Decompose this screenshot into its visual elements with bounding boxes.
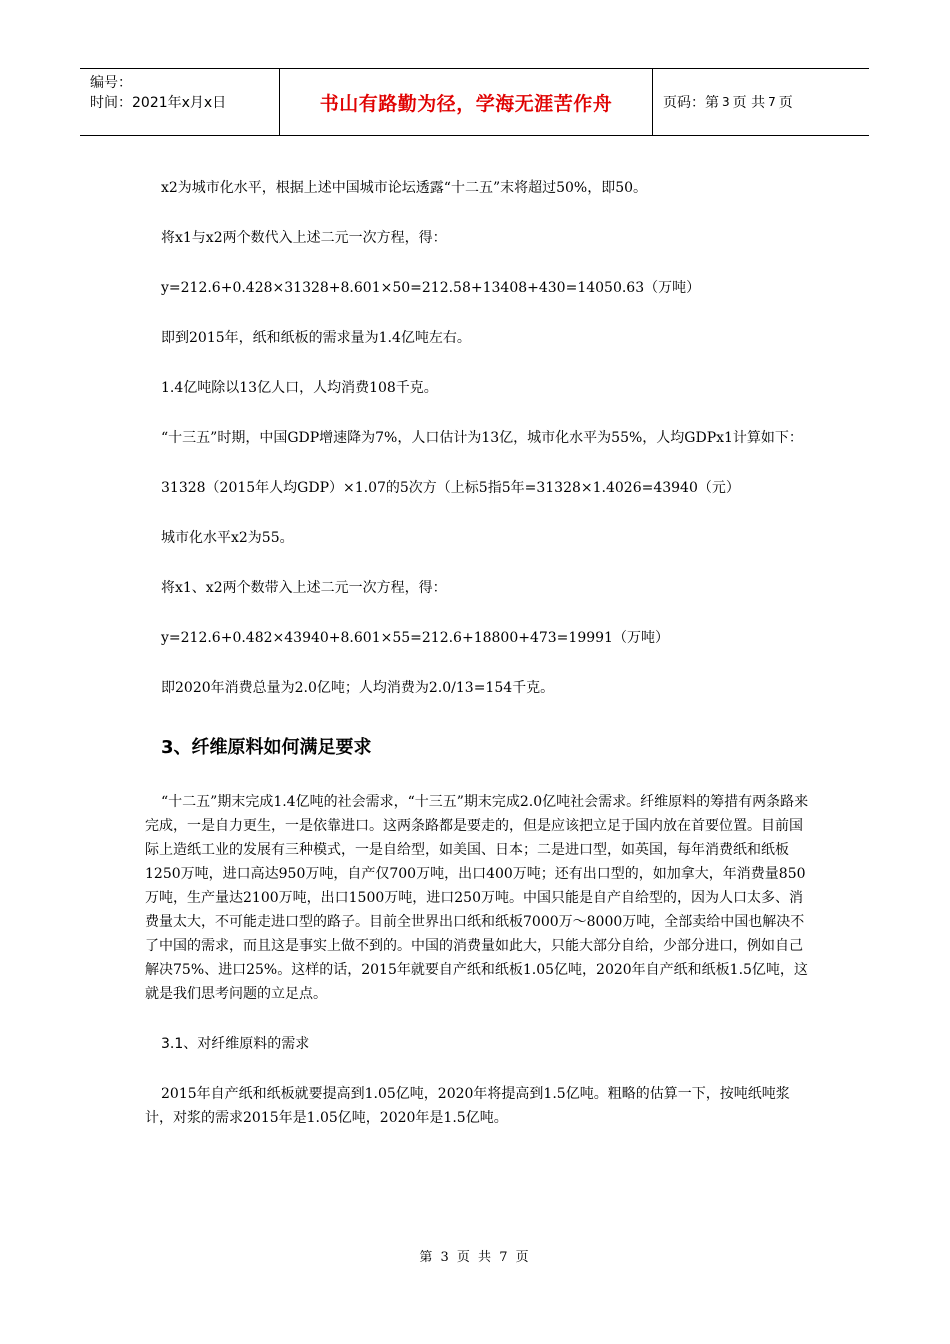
- paragraph: “十三五”时期，中国GDP增速降为7%，人口估计为13亿，城市化水平为55%，人均GDPx1计算如下：: [161, 430, 803, 446]
- paragraph: x2为城市化水平，根据上述中国城市论坛透露“十二五”末将超过50%，即50。: [161, 180, 648, 196]
- page-prefix: 页码：第: [663, 95, 719, 111]
- equation: y=212.6+0.482×43940+8.601×55=212.6+18800+473=19991（万吨）: [161, 630, 669, 646]
- document-time-label: 时间：2021年x月x日: [90, 95, 227, 111]
- paragraph: 将x1、x2两个数带入上述二元一次方程，得：: [161, 580, 447, 596]
- page-total: 7: [768, 95, 776, 109]
- paragraph: 即2020年消费总量为2.0亿吨；人均消费为2.0/13=154千克。: [161, 680, 555, 696]
- paragraph: 即到2015年，纸和纸板的需求量为1.4亿吨左右。: [161, 330, 471, 346]
- paragraph: 城市化水平x2为55。: [161, 530, 294, 546]
- page-suffix: 页: [778, 95, 793, 111]
- page-current: 3: [722, 95, 730, 109]
- equation: y=212.6+0.428×31328+8.601×50=212.58+13408+430=14050.63（万吨）: [161, 280, 701, 296]
- section-paragraph: “十二五”期末完成1.4亿吨的社会需求，“十三五”期末完成2.0亿吨社会需求。纤维原料的筹措有两条路来完成，一是自力更生，一是依靠进口。这两条路都是要走的，但是应该把立足于国内放在首要位置。目前国际上造纸工业的发展有三种模式，一是自给型，如美国、日本；二是进口型，如英国，每年消费纸和纸板1250万吨，进口高达950万吨，自产仅700万吨，出口400万吨；还有出口型的，如加拿大，年消费量850万吨，生产量达2100万吨，出口1500万吨，进口250万吨。中国只能是自产自给型的，因为人口太多、消费量太大，不可能走进口型的路子。目前全世界出口纸和纸板7000万～8000万吨，全部卖给中国也解决不了中国的需求，而且这是事实上做不到的。中国的消费量如此大，只能大部分自给，少部分进口，例如自己解决75%、进口25%。这样的话，2015年就要自产纸和纸板1.05亿吨，2020年自产纸和纸板1.5亿吨，这就是我们思考问题的立足点。: [145, 794, 809, 1002]
- header-motto: 书山有路勤为径，学海无涯苦作舟: [280, 69, 653, 135]
- paragraph: 将x1与x2两个数代入上述二元一次方程，得：: [161, 230, 447, 246]
- section-heading: 3、纤维原料如何满足要求: [161, 737, 372, 758]
- header-meta: [80, 69, 280, 135]
- page-header: [80, 68, 869, 136]
- document-body: [145, 176, 815, 1130]
- subsection-paragraph: 2015年自产纸和纸板就要提高到1.05亿吨，2020年将提高到1.5亿吨。粗略的估算一下，按吨纸吨浆计，对浆的需求2015年是1.05亿吨，2020年是1.5亿吨。: [145, 1086, 790, 1126]
- page-mid: 页 共: [732, 95, 766, 111]
- document-number-label: 编号：: [90, 75, 132, 91]
- paragraph: 31328（2015年人均GDP）×1.07的5次方（上标5指5年=31328×1.4026=43940（元）: [161, 480, 740, 496]
- subsection-heading: 3.1、对纤维原料的需求: [161, 1036, 310, 1052]
- paragraph: 1.4亿吨除以13亿人口，人均消费108千克。: [161, 380, 438, 396]
- header-page-info: [653, 69, 869, 135]
- page-footer: 第 3 页 共 7 页: [419, 1250, 531, 1265]
